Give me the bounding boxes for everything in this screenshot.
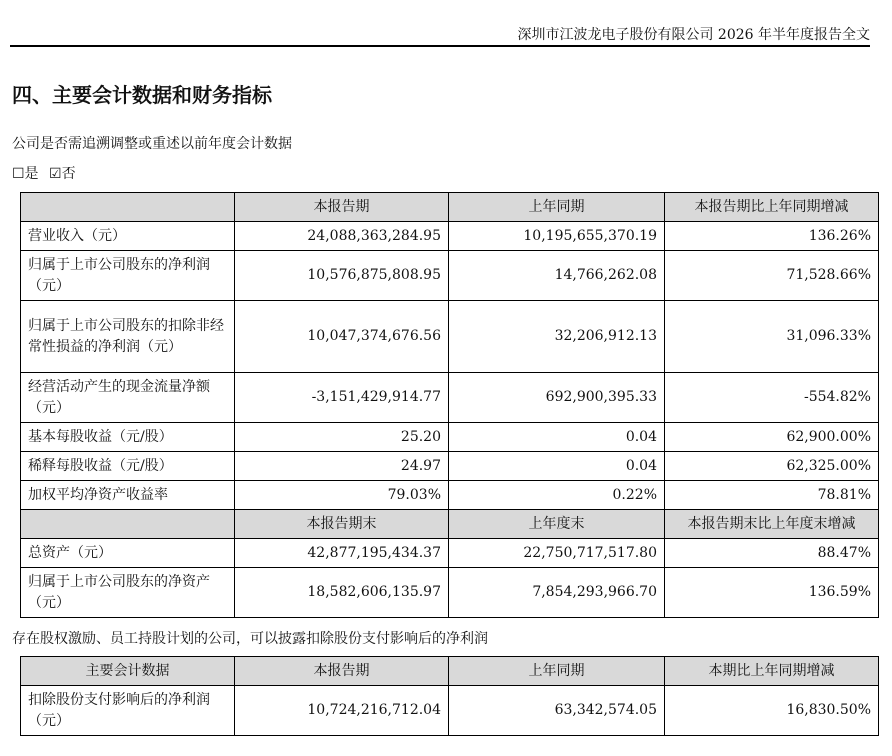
- table-row: [21, 373, 879, 423]
- value-cell: 14,766,262.08: [449, 251, 665, 301]
- row-label: 归属于上市公司股东的扣除非经常性损益的净利润（元）: [21, 301, 235, 373]
- table-row: [21, 539, 879, 568]
- table-row: [21, 251, 879, 301]
- value-cell: 22,750,717,517.80: [449, 539, 665, 568]
- value-cell: 692,900,395.33: [449, 373, 665, 423]
- value-cell: 79.03%: [235, 481, 449, 510]
- value-cell: 7,854,293,966.70: [449, 568, 665, 618]
- row-label: 稀释每股收益（元/股）: [21, 452, 235, 481]
- value-cell: 42,877,195,434.37: [235, 539, 449, 568]
- value-cell: 32,206,912.13: [449, 301, 665, 373]
- table-row: [21, 452, 879, 481]
- header-cell: 本报告期末比上年度末增减: [665, 510, 879, 539]
- value-cell: 10,724,216,712.04: [235, 686, 449, 736]
- value-cell: 0.04: [449, 423, 665, 452]
- row-label: 归属于上市公司股东的净资产（元）: [21, 568, 235, 618]
- value-cell: -3,151,429,914.77: [235, 373, 449, 423]
- restatement-options: [12, 163, 82, 183]
- header-cell: 上年度末: [449, 510, 665, 539]
- option-yes: ☐是: [12, 166, 39, 182]
- value-cell: 62,900.00%: [665, 423, 879, 452]
- header-cell: 主要会计数据: [21, 657, 235, 686]
- value-cell: 24,088,363,284.95: [235, 222, 449, 251]
- table-header-row: [21, 193, 879, 222]
- row-label: 营业收入（元）: [21, 222, 235, 251]
- section-title: 四、主要会计数据和财务指标: [12, 83, 272, 107]
- row-label: 经营活动产生的现金流量净额（元）: [21, 373, 235, 423]
- value-cell: 63,342,574.05: [449, 686, 665, 736]
- value-cell: 88.47%: [665, 539, 879, 568]
- value-cell: 0.22%: [449, 481, 665, 510]
- net-profit-excl-share-payment-table: [20, 656, 879, 736]
- header-cell: [21, 193, 235, 222]
- header-cell: 上年同期: [449, 193, 665, 222]
- header-cell: 本报告期: [235, 193, 449, 222]
- table-row: [21, 686, 879, 736]
- value-cell: 31,096.33%: [665, 301, 879, 373]
- value-cell: 25.20: [235, 423, 449, 452]
- table-header-row: [21, 657, 879, 686]
- header-cell: 上年同期: [449, 657, 665, 686]
- table-row: [21, 301, 879, 373]
- value-cell: -554.82%: [665, 373, 879, 423]
- row-label: 扣除股份支付影响后的净利润（元）: [21, 686, 235, 736]
- report-header-title: 深圳市江波龙电子股份有限公司 2026 年半年度报告全文: [517, 27, 870, 43]
- value-cell: 62,325.00%: [665, 452, 879, 481]
- row-label: 总资产（元）: [21, 539, 235, 568]
- row-label: 基本每股收益（元/股）: [21, 423, 235, 452]
- row-label: 归属于上市公司股东的净利润（元）: [21, 251, 235, 301]
- key-financial-data-table: [20, 192, 879, 618]
- value-cell: 0.04: [449, 452, 665, 481]
- table-row: [21, 568, 879, 618]
- header-cell: 本期比上年同期增减: [665, 657, 879, 686]
- table-header-row: [21, 510, 879, 539]
- value-cell: 10,195,655,370.19: [449, 222, 665, 251]
- option-no: ☑否: [49, 166, 76, 182]
- share-payment-note: 存在股权激励、员工持股计划的公司，可以披露扣除股份支付影响后的净利润: [12, 631, 488, 647]
- value-cell: 71,528.66%: [665, 251, 879, 301]
- header-cell: 本报告期比上年同期增减: [665, 193, 879, 222]
- value-cell: 10,576,875,808.95: [235, 251, 449, 301]
- row-label: 加权平均净资产收益率: [21, 481, 235, 510]
- header-rule: [10, 45, 870, 47]
- value-cell: 18,582,606,135.97: [235, 568, 449, 618]
- restatement-question: 公司是否需追溯调整或重述以前年度会计数据: [12, 136, 292, 152]
- value-cell: 136.59%: [665, 568, 879, 618]
- value-cell: 78.81%: [665, 481, 879, 510]
- value-cell: 10,047,374,676.56: [235, 301, 449, 373]
- value-cell: 136.26%: [665, 222, 879, 251]
- value-cell: 24.97: [235, 452, 449, 481]
- table-row: [21, 481, 879, 510]
- header-cell: [21, 510, 235, 539]
- value-cell: 16,830.50%: [665, 686, 879, 736]
- table-row: [21, 222, 879, 251]
- table-row: [21, 423, 879, 452]
- header-cell: 本报告期末: [235, 510, 449, 539]
- header-cell: 本报告期: [235, 657, 449, 686]
